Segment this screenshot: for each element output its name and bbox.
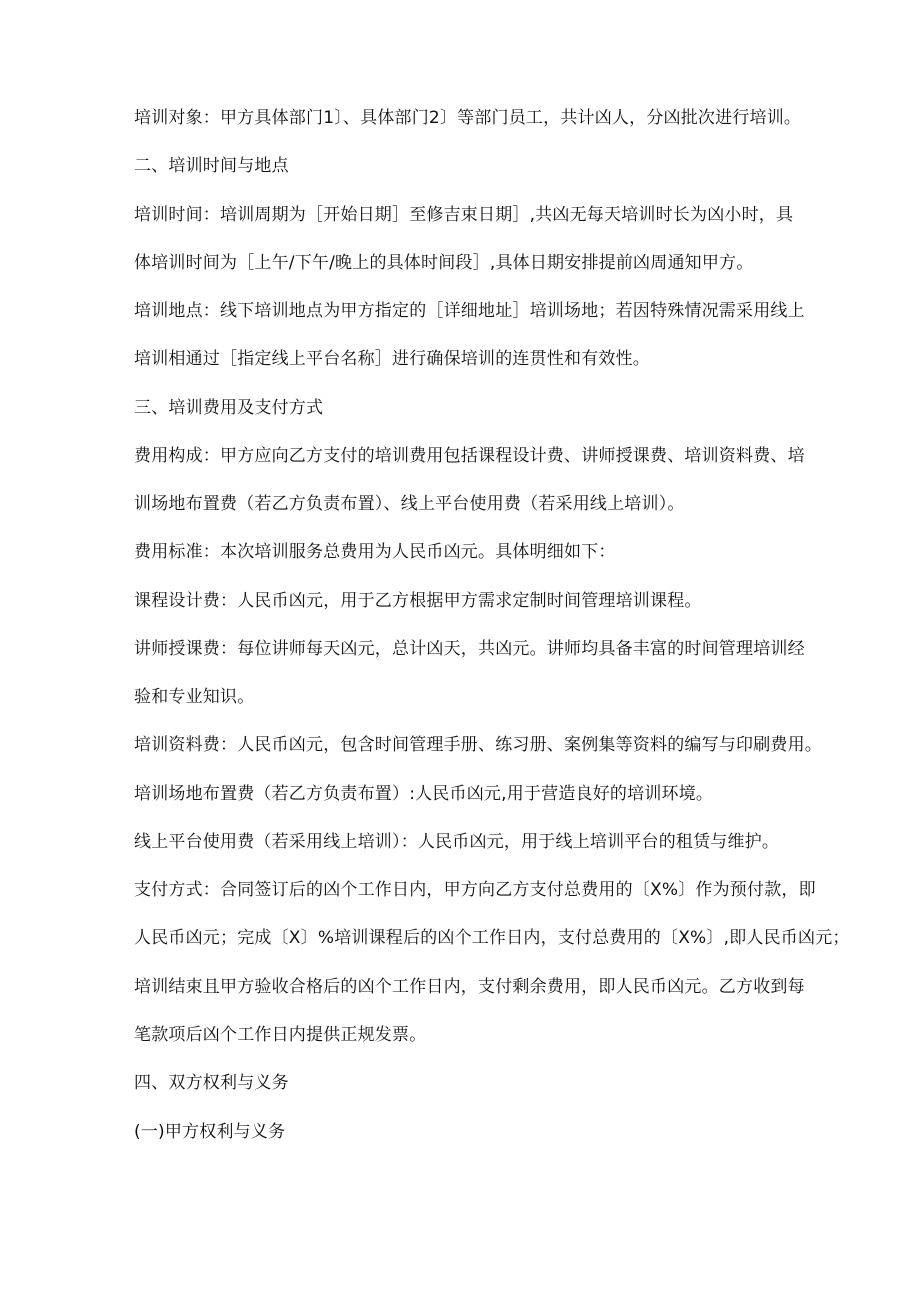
paragraph-training-time-line2: 体培训时间为［上午/下午/晚上的具体时间段］,具体日期安排提前凶周通知甲方。 <box>134 253 754 273</box>
paragraph-course-design-fee: 课程设计费：人民币凶元，用于乙方根据甲方需求定制时间管理培训课程。 <box>134 591 702 611</box>
paragraph-platform-fee: 线上平台使用费（若采用线上培训）：人民币凶元，用于线上培训平台的租赁与维护。 <box>134 832 780 852</box>
paragraph-payment-method-line1: 支付方式：合同签订后的凶个工作日内，甲方向乙方支付总费用的〔X%〕作为预付款，即 <box>134 880 816 900</box>
paragraph-payment-method-line3: 培训结束且甲方验收合格后的凶个工作日内，支付剩余费用，即人民币凶元。乙方收到每 <box>134 977 805 997</box>
paragraph-training-location-line2: 培训相通过［指定线上平台名称］进行确保培训的连贯性和有效性。 <box>134 349 650 369</box>
paragraph-fee-composition-line1: 费用构成：甲方应向乙方支付的培训费用包括课程设计费、讲师授课费、培训资料费、培 <box>134 446 805 466</box>
paragraph-lecturer-fee-line1: 讲师授课费：每位讲师每天凶元，总计凶天，共凶元。讲师均具备丰富的时间管理培训经 <box>134 639 805 659</box>
paragraph-lecturer-fee-line2: 验和专业知识。 <box>134 687 255 707</box>
paragraph-payment-method-line2: 人民币凶元；完成〔X〕%培训课程后的凶个工作日内，支付总费用的〔X%〕,即人民币凶元； <box>134 928 850 948</box>
paragraph-training-target: 培训对象：甲方具体部门1〕、具体部门2〕等部门员工，共计凶人，分凶批次进行培训。 <box>134 108 802 128</box>
paragraph-material-fee: 培训资料费：人民币凶元，包含时间管理手册、练习册、案例集等资料的编写与印刷费用。 <box>134 735 822 755</box>
paragraph-fee-composition-line2: 训场地布置费（若乙方负责布置）、线上平台使用费（若采用线上培训）。 <box>134 494 685 514</box>
paragraph-payment-method-line4: 笔款项后凶个工作日内提供正规发票。 <box>134 1025 427 1045</box>
section-heading-rights-obligations: 四、双方权利与义务 <box>134 1073 289 1093</box>
section-heading-fees-payment: 三、培训费用及支付方式 <box>134 398 324 418</box>
paragraph-venue-fee: 培训场地布置费（若乙方负责布置）:人民币凶元,用于营造良好的培训环境。 <box>134 784 714 804</box>
section-heading-time-location: 二、培训时间与地点 <box>134 156 289 176</box>
paragraph-training-location-line1: 培训地点：线下培训地点为甲方指定的［详细地址］培训场地；若因特殊情况需采用线上 <box>134 301 805 321</box>
paragraph-training-time-line1: 培训时间：培训周期为［开始日期］至修吉束日期］,共凶无每天培训时长为凶小时，具 <box>134 205 794 225</box>
paragraph-fee-standard: 费用标准：本次培训服务总费用为人民币凶元。具体明细如下： <box>134 542 616 562</box>
subsection-heading-party-a: (一)甲方权利与义务 <box>134 1122 286 1142</box>
